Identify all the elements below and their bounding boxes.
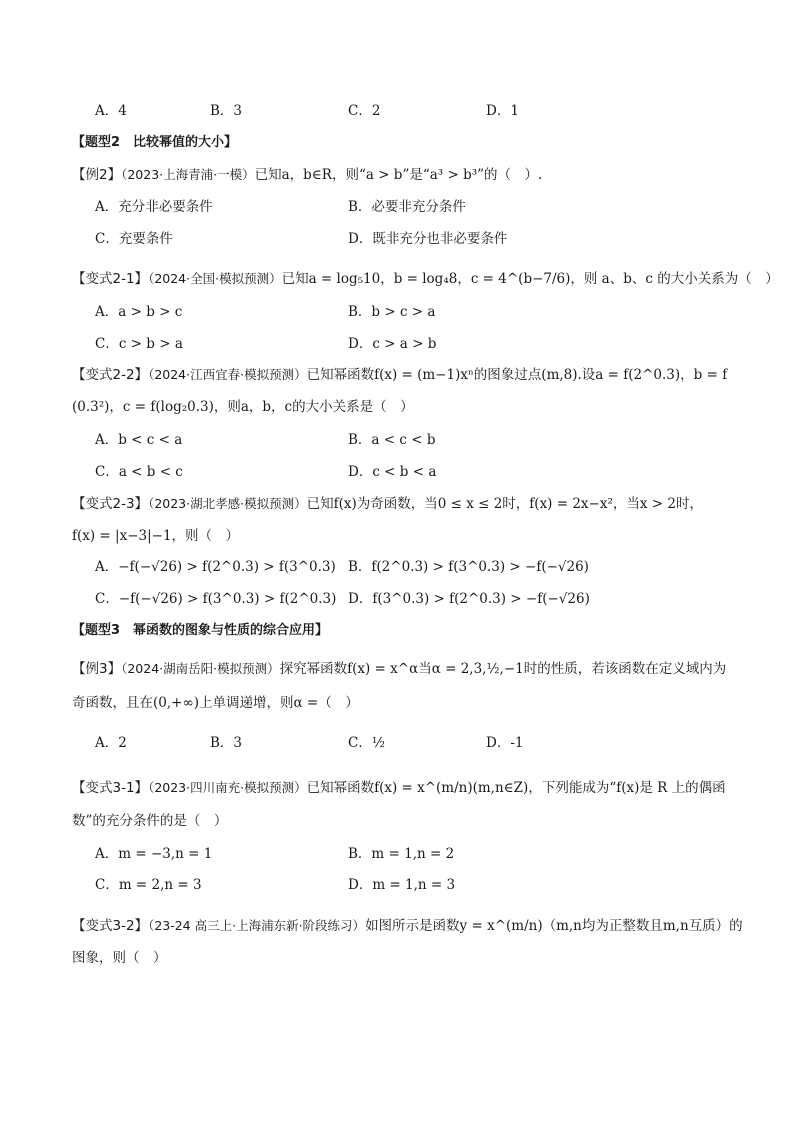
option-b: B．3 <box>210 103 243 119</box>
option-d: D．f(3^0.3) > f(2^0.3) > −f(−√26) <box>348 591 590 607</box>
question-stem <box>72 917 743 935</box>
option-b: B．b > c > a <box>348 304 436 320</box>
option-d: D．-1 <box>486 735 524 751</box>
option-d: D．c > a > b <box>348 336 437 352</box>
question-tag: 【变式2-1】 <box>72 271 149 287</box>
option-d: D．既非充分也非必要条件 <box>348 231 508 247</box>
question-tag: 【变式3-1】 <box>72 780 149 796</box>
question-tag: 【例3】 <box>72 661 122 677</box>
option-a: A．4 <box>95 103 127 119</box>
question-stem <box>72 495 703 513</box>
option-c: C．充要条件 <box>95 231 173 247</box>
question-source: （2023·四川南充·模拟预测） <box>148 780 307 795</box>
question-text-continued: f(x) = |x−3|−1，则（ ） <box>72 528 240 544</box>
question-text: 如图所示是函数y = x^(m/n)（m,n均为正整数且m,n互质）的 <box>365 918 743 934</box>
question-tag: 【变式2-2】 <box>72 367 149 383</box>
option-d: D．m = 1,n = 3 <box>348 877 456 893</box>
question-stem <box>72 779 726 797</box>
option-b: B．f(2^0.3) > f(3^0.3) > −f(−√26) <box>348 559 589 575</box>
question-text-continued: 数”的充分条件的是（ ） <box>72 813 228 829</box>
option-c: C．a < b < c <box>95 464 183 480</box>
option-c: C．c > b > a <box>95 336 183 352</box>
question-text: 已知a，b∈R，则“a > b”是“a³ > b³”的（ ）. <box>254 167 543 183</box>
option-a: A．b < c < a <box>95 432 183 448</box>
question-text: 已知f(x)为奇函数，当0 ≤ x ≤ 2时，f(x) = 2x−x²，当x > 2时， <box>306 496 703 512</box>
option-a: A．充分非必要条件 <box>95 199 213 215</box>
option-c: C．2 <box>348 103 381 119</box>
question-source: （2024·全国·模拟预测） <box>148 271 282 286</box>
question-stem <box>72 660 726 678</box>
option-a: A．−f(−√26) > f(2^0.3) > f(3^0.3) <box>95 559 336 575</box>
question-text-continued: 奇函数，且在(0,+∞)上单调递增，则α =（ ） <box>72 695 359 711</box>
question-stem <box>72 366 727 384</box>
question-stem <box>72 166 542 184</box>
question-text-continued: (0.3²)，c = f(log₂0.3)，则a，b，c的大小关系是（ ） <box>72 399 414 415</box>
question-source: （2024·江西宜春·模拟预测） <box>148 367 307 382</box>
question-source: （2024·湖南岳阳·模拟预测） <box>121 661 280 676</box>
option-a: A．a > b > c <box>95 304 183 320</box>
option-b: B．必要非充分条件 <box>348 199 466 215</box>
option-b: B．m = 1,n = 2 <box>348 846 455 862</box>
question-tag: 【变式2-3】 <box>72 496 149 512</box>
question-text-continued: 图象，则（ ） <box>72 950 167 966</box>
option-d: D．1 <box>486 103 519 119</box>
question-text: 已知幂函数f(x) = (m−1)xⁿ的图象过点(m,8).设a = f(2^0.3)，b = f <box>306 367 728 383</box>
option-c: C．−f(−√26) > f(3^0.3) > f(2^0.3) <box>95 591 337 607</box>
question-tag: 【变式3-2】 <box>72 918 149 934</box>
question-tag: 【例2】 <box>72 167 122 183</box>
option-b: B．a < c < b <box>348 432 436 448</box>
option-b: B．3 <box>210 735 243 751</box>
option-c: C．½ <box>348 735 385 751</box>
option-a: A．2 <box>95 735 127 751</box>
question-source: （2023·上海青浦·一模） <box>121 167 255 182</box>
question-text: 探究幂函数f(x) = x^α当α = 2,3,½,−1时的性质，若该函数在定义域内为 <box>279 661 727 677</box>
option-c: C．m = 2,n = 3 <box>95 877 202 893</box>
option-d: D．c < b < a <box>348 464 437 480</box>
question-text: 已知a = log₅10，b = log₄8，c = 4^(b−7/6)，则 a、b、c 的大小关系为（ ） <box>281 271 779 287</box>
option-a: A．m = −3,n = 1 <box>95 846 213 862</box>
question-text: 已知幂函数f(x) = x^(m/n)(m,n∈Z)，下列能成为“f(x)是 R 上的偶函 <box>306 780 726 796</box>
topic-header: 【题型3 幂函数的图象与性质的综合应用】 <box>72 623 329 638</box>
topic-header: 【题型2 比较幂值的大小】 <box>72 135 238 150</box>
question-source: （2023·湖北孝感·模拟预测） <box>148 496 307 511</box>
question-stem <box>72 270 779 288</box>
question-source: （23-24 高三上·上海浦东新·阶段练习） <box>148 918 366 933</box>
